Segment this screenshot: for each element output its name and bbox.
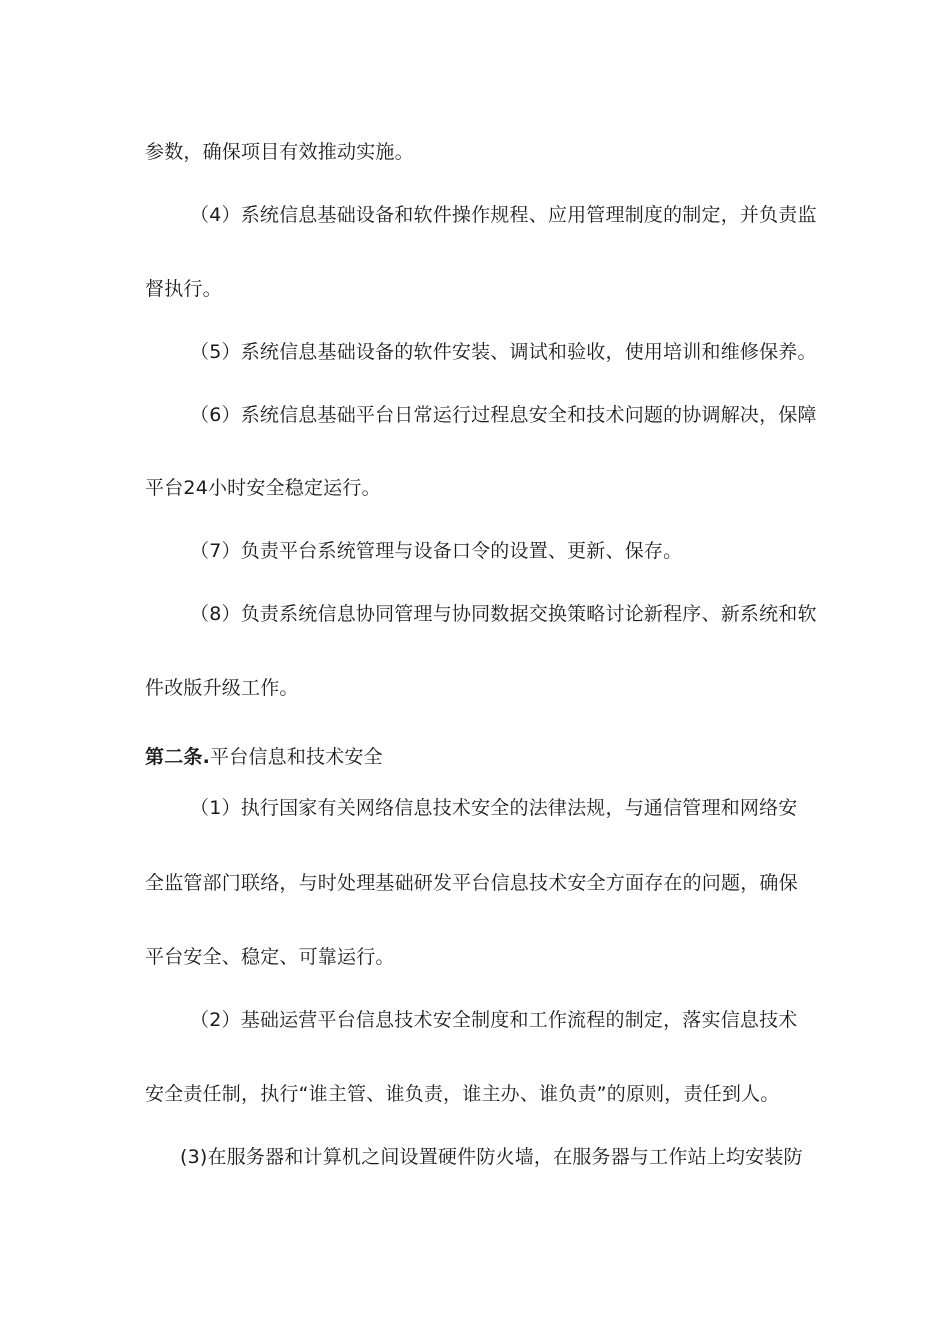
paragraph-line: 督执行。	[145, 278, 222, 300]
article-label: 第二条.	[145, 746, 211, 768]
paragraph-line: 平台安全、稳定、可靠运行。	[145, 946, 395, 968]
article-heading	[145, 745, 383, 769]
list-item-2: （2）基础运营平台信息技术安全制度和工作流程的制定，落实信息技术	[190, 1009, 798, 1031]
list-item-8: （8）负责系统信息协同管理与协同数据交换策略讨论新程序、新系统和软	[190, 603, 817, 625]
list-item-3: (3)在服务器和计算机之间设置硬件防火墙，在服务器与工作站上均安装防	[180, 1146, 803, 1168]
paragraph-line: 参数，确保项目有效推动实施。	[145, 141, 414, 163]
article-title: 平台信息和技术安全	[210, 746, 383, 768]
list-item-1: （1）执行国家有关网络信息技术安全的法律法规，与通信管理和网络安	[190, 797, 798, 819]
paragraph-line: 全监管部门联络，与时处理基础研发平台信息技术安全方面存在的问题，确保	[145, 872, 798, 894]
list-item-4: （4）系统信息基础设备和软件操作规程、应用管理制度的制定，并负责监	[190, 204, 817, 226]
paragraph-line: 安全责任制，执行“谁主管、谁负责，谁主办、谁负责”的原则，责任到人。	[145, 1083, 780, 1105]
paragraph-line: 件改版升级工作。	[145, 677, 299, 699]
list-item-6: （6）系统信息基础平台日常运行过程息安全和技术问题的协调解决，保障	[190, 404, 817, 426]
paragraph-line: 平台24小时安全稳定运行。	[145, 477, 381, 499]
list-item-5: （5）系统信息基础设备的软件安装、调试和验收，使用培训和维修保养。	[190, 341, 817, 363]
list-item-7: （7）负责平台系统管理与设备口令的设置、更新、保存。	[190, 540, 683, 562]
